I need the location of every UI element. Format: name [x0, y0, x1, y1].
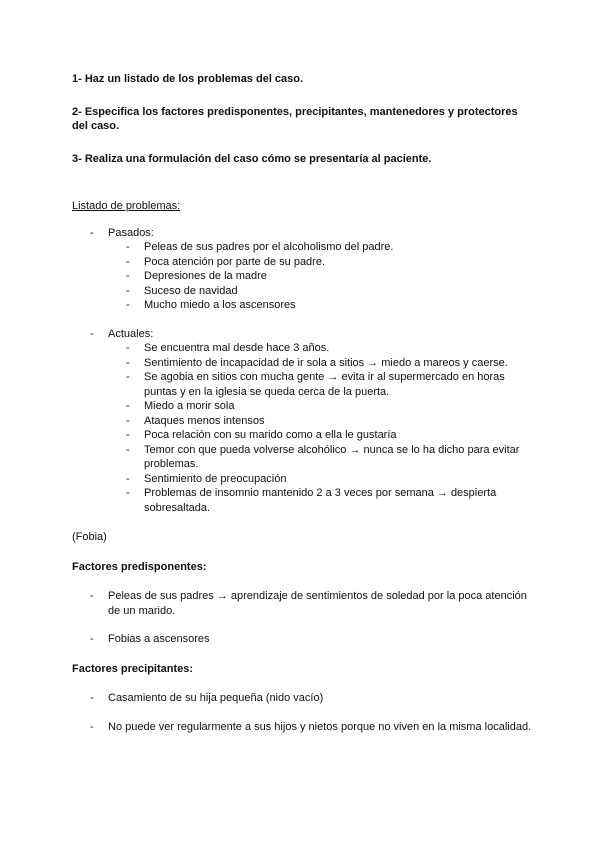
- actuales-item: - Sentimiento de preocupación: [108, 472, 532, 487]
- actuales-list: [108, 341, 532, 515]
- actuales-item: - Poca relación con su marido como a ella le gustaría: [108, 428, 532, 443]
- question-3: [72, 152, 532, 167]
- problems-heading: Listado de problemas:: [72, 200, 181, 212]
- precipitantes-list: [72, 691, 532, 734]
- actuales-label: Actuales:: [108, 327, 154, 340]
- question-2-text: 2- Especifica los factores predisponentes, precipitantes, mantenedores y protectores del caso.: [72, 105, 518, 132]
- actuales-item: - Sentimiento de incapacidad de ir sola a sitios → miedo a mareos y caerse.: [108, 356, 532, 371]
- pasados-item: - Depresiones de la madre: [108, 269, 532, 284]
- spacer: [72, 313, 532, 327]
- precipitantes-item: - No puede ver regularmente a sus hijos y nietos porque no viven en la misma localidad.: [72, 720, 532, 735]
- actuales-section: [72, 327, 532, 516]
- actuales-item: - Problemas de insomnio mantenido 2 a 3 veces por semana → despierta sobresaltada.: [108, 486, 532, 515]
- fobia-note: (Fobia): [72, 531, 107, 543]
- spacer: [72, 706, 532, 720]
- predisponentes-list: [72, 589, 532, 647]
- question-2: [72, 105, 532, 134]
- predisponentes-item: - Fobias a ascensores: [72, 632, 532, 647]
- question-1: [72, 72, 532, 87]
- actuales-item: - Ataques menos intensos: [108, 414, 532, 429]
- actuales-item: - Se agobia en sitios con mucha gente → evita ir al supermercado en horas puntas y en la iglesia se queda cerca de la puerta.: [108, 370, 532, 399]
- precipitantes-item: - Casamiento de su hija pequeña (nido vacío): [72, 691, 532, 706]
- question-3-text: 3- Realiza una formulación del caso cómo se presentaría al paciente.: [72, 152, 432, 165]
- actuales-item: - Miedo a morir sola: [108, 399, 532, 414]
- pasados-item: - Suceso de navidad: [108, 284, 532, 299]
- actuales-item: - Se encuentra mal desde hace 3 años.: [108, 341, 532, 356]
- predisponentes-item: - Peleas de sus padres → aprendizaje de sentimientos de soledad por la poca atención de un marido.: [72, 589, 532, 618]
- pasados-item: - Peleas de sus padres por el alcoholismo del padre.: [108, 240, 532, 255]
- actuales-item: - Temor con que pueda volverse alcohólico → nunca se lo ha dicho para evitar problemas.: [108, 443, 532, 472]
- problems-list: [72, 226, 532, 516]
- precipitantes-heading: Factores precipitantes:: [72, 662, 194, 675]
- question-1-text: 1- Haz un listado de los problemas del caso.: [72, 73, 304, 85]
- pasados-item: - Poca atención por parte de su padre.: [108, 255, 532, 270]
- spacer: [72, 618, 532, 632]
- pasados-list: [108, 240, 532, 313]
- predisponentes-heading: Factores predisponentes:: [72, 560, 207, 573]
- pasados-item: - Mucho miedo a los ascensores: [108, 298, 532, 313]
- pasados-label: Pasados:: [108, 226, 154, 239]
- document-page: [72, 72, 532, 734]
- pasados-section: [72, 226, 532, 313]
